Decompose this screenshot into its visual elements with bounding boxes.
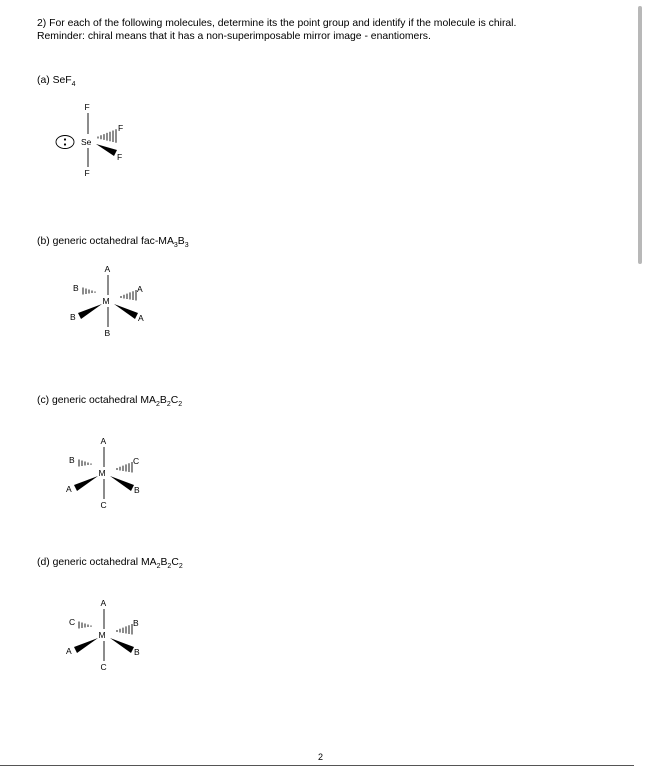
question-line-2: Reminder: chiral means that it has a non-superimposable mirror image - enantiomers.	[37, 31, 431, 42]
part-c-label: (c) generic octahedral $MA_2B_2C_2$	[37, 395, 183, 409]
d-wedge-right-atom: B	[134, 647, 140, 657]
d-wedge-left-atom: A	[66, 646, 72, 656]
sef4-center-atom: Se	[81, 137, 92, 147]
b-hash-right-atom: A	[137, 284, 143, 294]
c-hash-right-atom: C	[133, 456, 140, 466]
octahedral-d-structure	[54, 596, 154, 676]
page-number: 2	[318, 752, 324, 762]
b-center-atom: M	[102, 296, 110, 306]
sef4-structure	[50, 100, 140, 180]
c-bottom-atom: C	[100, 500, 107, 510]
d-bottom-atom: C	[100, 662, 107, 672]
part-a-label: (a) SeF$_4$	[37, 75, 76, 89]
b-bottom-atom: B	[104, 328, 111, 338]
wedge-bond	[96, 144, 117, 156]
b-hash-left-atom: B	[73, 283, 79, 293]
octahedral-c-structure	[54, 434, 154, 514]
c-wedge-right-atom: B	[134, 485, 140, 495]
sef4-wedge-right-atom: F	[117, 152, 123, 162]
scrollbar[interactable]	[638, 6, 642, 264]
d-hash-right-atom: B	[133, 618, 139, 628]
octahedral-b-structure	[58, 262, 158, 342]
d-top-atom: A	[100, 598, 107, 608]
d-center-atom: M	[98, 630, 106, 640]
c-wedge-left-atom: A	[66, 484, 72, 494]
question-text	[37, 17, 627, 43]
c-hash-left-atom: B	[69, 455, 75, 465]
hashed-bond	[98, 129, 116, 142]
c-center-atom: M	[98, 468, 106, 478]
c-top-atom: A	[100, 436, 107, 446]
d-hash-left-atom: C	[69, 617, 76, 627]
part-b-label: (b) generic octahedral fac-$MA_3B_3$	[37, 236, 189, 250]
lone-pair-icon	[56, 136, 74, 149]
sef4-bottom-atom: F	[84, 168, 90, 178]
b-wedge-left-atom: B	[70, 312, 76, 322]
sef4-hash-right-atom: F	[118, 123, 124, 133]
b-top-atom: A	[104, 264, 111, 274]
question-line-1: 2) For each of the following molecules, determine its the point group and identify if the molecule is chiral.	[37, 18, 517, 29]
b-wedge-right-atom: A	[138, 313, 144, 323]
sef4-top-atom: F	[84, 102, 90, 112]
part-d-label: (d) generic octahedral $MA_2B_2C_2$	[37, 557, 183, 571]
